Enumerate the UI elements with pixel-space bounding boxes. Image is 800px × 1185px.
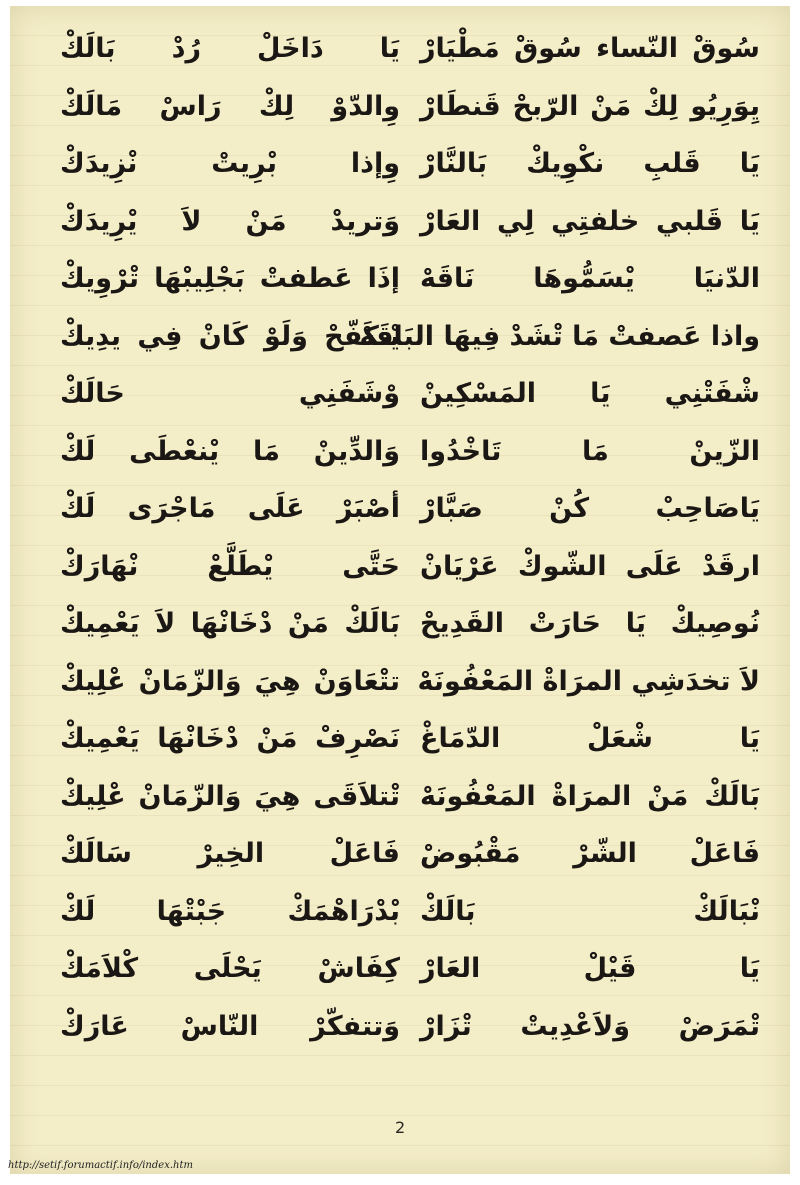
verse-line xyxy=(60,135,760,193)
verse-line xyxy=(60,768,760,826)
verse-hemistich-right: واذا عَصفتْ مَا تْشَدْ فِيهَا البَاقَهْ xyxy=(359,320,760,352)
verse-hemistich-left: أصْبَرْ عَلَى مَاجْرَى لَكْ xyxy=(60,493,400,525)
verse-line xyxy=(60,653,760,711)
verse-hemistich-left: تْتلاَقَى هِيَ وَالزّمَانْ عْلِيكْ xyxy=(60,780,400,812)
verse-line xyxy=(60,998,760,1056)
verse-line xyxy=(60,825,760,883)
verse-line xyxy=(60,20,760,78)
verse-hemistich-right: نُوصِيكْ يَا حَارَتْ القَدِيحْ xyxy=(420,608,760,640)
verse-line xyxy=(60,78,760,136)
verse-hemistich-right: بَالَكْ مَنْ المرَاةْ المَعْفُونَهْ xyxy=(420,780,760,812)
verse-hemistich-right: يَا قَيْلْ العَارْ xyxy=(420,953,760,985)
verse-hemistich-left: يَا دَاخَلْ رُدْ بَالَكْ xyxy=(60,33,400,65)
verse-line xyxy=(60,538,760,596)
verse-hemistich-right: الدّنيَا يْسَمُّوهَا نَاقَهْ xyxy=(420,263,760,295)
verse-hemistich-right: سُوقْ النّساء سُوقْ مَطْيَارْ xyxy=(420,33,760,65)
verse-line xyxy=(60,365,760,423)
verse-hemistich-right: فَاعَلْ الشّرْ مَقْبُوضْ xyxy=(420,838,760,870)
verse-hemistich-left: بَالَكْ مَنْ دْخَانْهَا لاَ يَعْمِيكْ xyxy=(60,608,400,640)
verse-hemistich-left: وَتريدْ مَنْ لاَ يْرِيدَكْ xyxy=(60,205,400,237)
verse-hemistich-left: وْشَفَنِي حَالَكْ xyxy=(60,378,400,410)
verse-hemistich-left: بْدْرَاهْمَكْ جَبْتْهَا لَكْ xyxy=(60,895,400,927)
verse-line xyxy=(60,710,760,768)
verse-hemistich-left: حَتَّى يْطَلَّعْ نْهَارَكْ xyxy=(60,550,400,582)
verse-hemistich-right: يَا قَلبِ نكْوِيكْ بَالنَّارْ xyxy=(420,148,760,180)
verse-line xyxy=(60,250,760,308)
verse-hemistich-left: وِالدّوْ لِكْ رَاسْ مَالَكْ xyxy=(60,90,400,122)
verse-hemistich-right: نْبَالَكْ بَالَكْ xyxy=(420,895,760,927)
verse-hemistich-left: يْتكَفّحْ وَلَوْ كَانْ فِي يدِيكْ xyxy=(60,320,400,352)
verse-hemistich-right: شْفَتْنِي يَا المَسْكِينْ xyxy=(420,378,760,410)
page-number: 2 xyxy=(395,1118,406,1137)
verse-hemistich-right: يَا شْعَلْ الدّمَاغْ xyxy=(420,723,760,755)
verse-hemistich-right: لاَ تخدَشِي المرَاةْ المَعْفُونَهْ xyxy=(417,665,760,697)
verse-hemistich-left: وَتتفكّرْ النّاسْ عَارَكْ xyxy=(60,1010,400,1042)
verse-line xyxy=(60,883,760,941)
verse-hemistich-right: يِوَرِيُو لِكْ مَنْ الرّبحْ قَنطَارْ xyxy=(420,90,760,122)
book-page xyxy=(10,6,790,1174)
verse-hemistich-right: الزّينْ مَا تَاخْدُوا xyxy=(420,435,760,467)
verse-line xyxy=(60,193,760,251)
verse-hemistich-left: فَاعَلْ الخِيرْ سَالَكْ xyxy=(60,838,400,870)
verse-line xyxy=(60,423,760,481)
verse-hemistich-right: تْمَرَضْ وَلاَعْدِيتْ تْزَارْ xyxy=(420,1010,760,1042)
verse-line xyxy=(60,595,760,653)
verse-line xyxy=(60,308,760,366)
source-url-watermark: http://setif.forumactif.info/index.htm xyxy=(8,1160,193,1171)
verse-hemistich-left: وِإذا بْرِيتْ نْزِيدَكْ xyxy=(60,148,400,180)
verse-hemistich-left: إذَا عَطفتْ بَجْلِيبْهَا تْرْوِيكْ xyxy=(60,263,400,295)
verse-hemistich-right: ارقَدْ عَلَى الشّوكْ عَرْيَانْ xyxy=(420,550,760,582)
verse-hemistich-left: وَالدِّينْ مَا يْنعْطَى لَكْ xyxy=(60,435,400,467)
verse-hemistich-right: يَا قَلبي خلفتِي لِي العَارْ xyxy=(420,205,760,237)
verse-hemistich-left: كِفَاشْ يَحْلَى كْلاَمَكْ xyxy=(60,953,400,985)
verse-hemistich-left: نَصْرِفْ مَنْ دْخَانْهَا يَعْمِيكْ xyxy=(60,723,400,755)
verse-hemistich-left: تتْعَاوَنْ هِيَ وَالزّمَانْ عْلِيكْ xyxy=(60,665,400,697)
verse-line xyxy=(60,480,760,538)
verse-hemistich-right: يَاصَاحِبْ كُنْ صَبَّارْ xyxy=(420,493,760,525)
verse-line xyxy=(60,940,760,998)
poem-verses xyxy=(60,20,760,1055)
